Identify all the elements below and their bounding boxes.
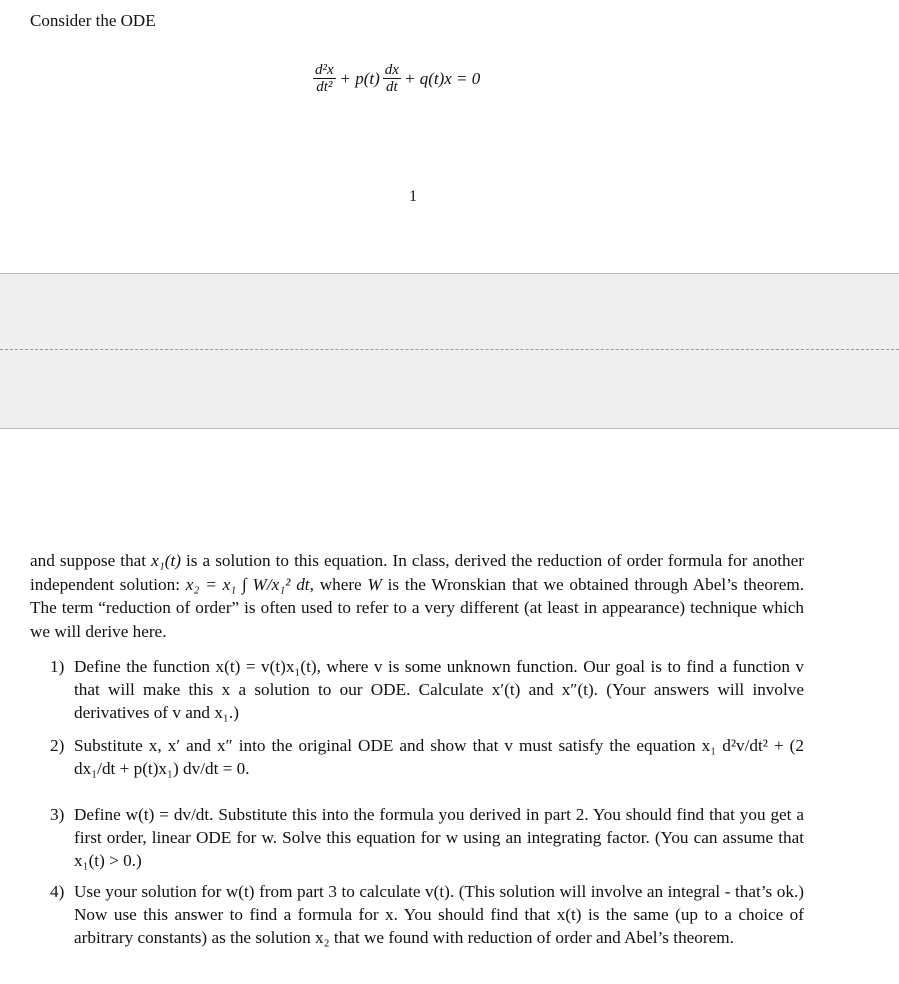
item-number: 4) (50, 882, 65, 901)
equation-tail: + q(t)x = 0 (403, 68, 481, 88)
page-break-band (0, 273, 899, 429)
fraction-denominator: dt (386, 79, 398, 95)
p-of-t: p(t) (355, 68, 380, 88)
item-number: 3) (50, 805, 65, 824)
intro-text: Consider the ODE (30, 11, 156, 30)
item-text: Substitute x, x′ and x″ into the original ODE and show that v must satisfy the equation x₁ d²v/dt² + (2 dx₁/dt + p(t)x₁) dv/dt = 0. (74, 736, 804, 778)
x1-of-t: x₁(t) (151, 551, 181, 570)
item-text: Define the function x(t) = v(t)x₁(t), where v is some unknown function. Our goal is to find a function v that will make this x a solution to our ODE. Calculate x′(t) and x″(t). (Your answers will involve derivatives of v and x₁.) (74, 657, 804, 722)
first-derivative-fraction (383, 62, 401, 95)
second-derivative-fraction (313, 62, 336, 95)
intro-paragraph (30, 549, 804, 643)
list-item (50, 655, 804, 724)
paragraph-text: , where (309, 574, 368, 594)
list-item (50, 880, 804, 949)
item-number: 1) (50, 657, 65, 676)
fraction-denominator: dt² (316, 79, 333, 95)
wronskian-symbol: W (367, 574, 382, 594)
fraction-numerator: d²x (315, 62, 334, 78)
item-text: Define w(t) = dv/dt. Substitute this into the formula you derived in part 2. You should find that you get a first order, linear ODE for w. Solve this equation for w using an integrating factor. (You can assume that x₁(t) > 0.) (74, 805, 804, 870)
item-number: 2) (50, 736, 65, 755)
reduction-formula: x₂ = x₁ ∫ W/x₁² dt (185, 574, 310, 594)
plus-sign: + (340, 68, 351, 88)
ode-equation (313, 62, 480, 95)
page-break-dashed-line (0, 349, 899, 350)
fraction-numerator: dx (384, 62, 399, 78)
paragraph-text: and suppose that (30, 551, 152, 570)
list-item (50, 803, 804, 872)
paragraph-text: is the Wronskian that we obtained through Abel’s theorem. The term “reduction of order” is often used to refer to a very different (at least in appearance) technique which we will derive here. (30, 574, 804, 641)
list-item (50, 734, 804, 780)
page-number: 1 (409, 188, 417, 205)
item-text: Use your solution for w(t) from part 3 to calculate v(t). (This solution will involve an integral - that’s ok.) Now use this answer to find a formula for x. You should find that x(t) is the same (up to a choice of arbitrary constants) as the solution x₂ that we found with reduction of order and Abel’s theorem. (74, 882, 804, 947)
paragraph-text: is a solution to this equation. In class, derived the reduction of order formula for another independent solution: (30, 551, 804, 594)
